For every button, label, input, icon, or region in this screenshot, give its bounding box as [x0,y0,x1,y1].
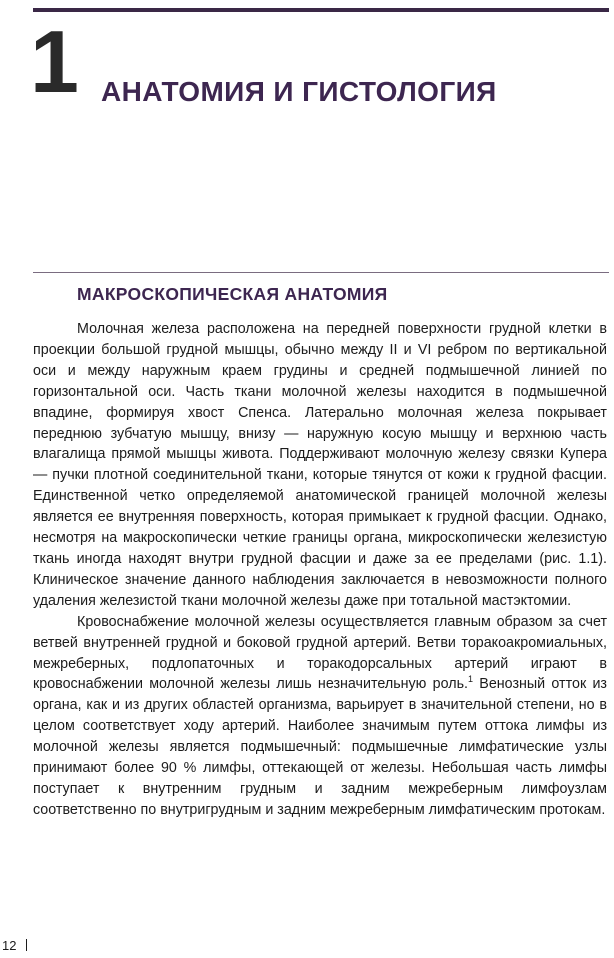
section-title: МАКРОСКОПИЧЕСКАЯ АНАТОМИЯ [77,284,388,304]
paragraph-2 [33,612,607,821]
paragraph-1: Молочная железа расположена на передней поверхности грудной клетки в проекции большой грудной мышцы, обычно между II и VI ребром по вертикальной оси и между наружным краем грудины и средней подмышечной линией по горизонтальной оси. Часть ткани молочной железы находится в подмышечной впадине, формируя хвост Спенса. Латерально молочная железа покрывает переднюю зубчатую мышцу, внизу — наружную косую мышцу и верхнюю часть влагалища прямой мышцы живота. Поддерживают молочную железу связки Купера — пучки плотной соединительной ткани, которые тянутся от кожи к грудной фасции. Единственной четко определяемой анатомической границей молочной железы является ее внутренняя поверхность, которая примыкает к грудной фасции. Однако, несмотря на макроскопически четкие границы органа, микроскопически железистую ткань иногда находят внутри грудной фасции и даже за ее пределами (рис. 1.1). Клиническое значение данного наблюдения заключается в невозможности полного удаления железистой ткани молочной железы даже при тотальной мастэктомии. [33,321,607,609]
body-text [33,319,607,821]
paragraph-2-continuation: Венозный отток из органа, как и из других областей организма, варьирует в значительной степени, но в целом соответствует ходу артерий. Наиболее значимым путем оттока лимфы из молочной железы является подмышечный: подмышечные лимфатические узлы принимают более 90 % лимфы, оттекающей от железы. Небольшая часть лимфы поступает к внутренним грудным и задним межреберным лимфоузлам соответственно по внутригрудным и задним межреберным лимфатическим протокам. [33,676,607,818]
section-rule [33,272,609,273]
chapter-number: 1 [30,12,77,111]
page-number: 12 [2,938,17,953]
paragraph-2-text: Кровоснабжение молочной железы осуществляется главным образом за счет ветвей внутренней грудной и боковой грудной артерий. Ветви торакоакромиальных, межреберных, подлопаточных и торакодорсальных артерий играют в кровоснабжении молочной железы лишь незначительную роль. [33,613,607,693]
footnote-ref: 1 [468,674,474,685]
chapter-title: АНАТОМИЯ И ГИСТОЛОГИЯ [101,76,497,107]
top-rule [33,8,609,12]
page-footer [2,938,27,954]
footer-divider [26,939,27,951]
